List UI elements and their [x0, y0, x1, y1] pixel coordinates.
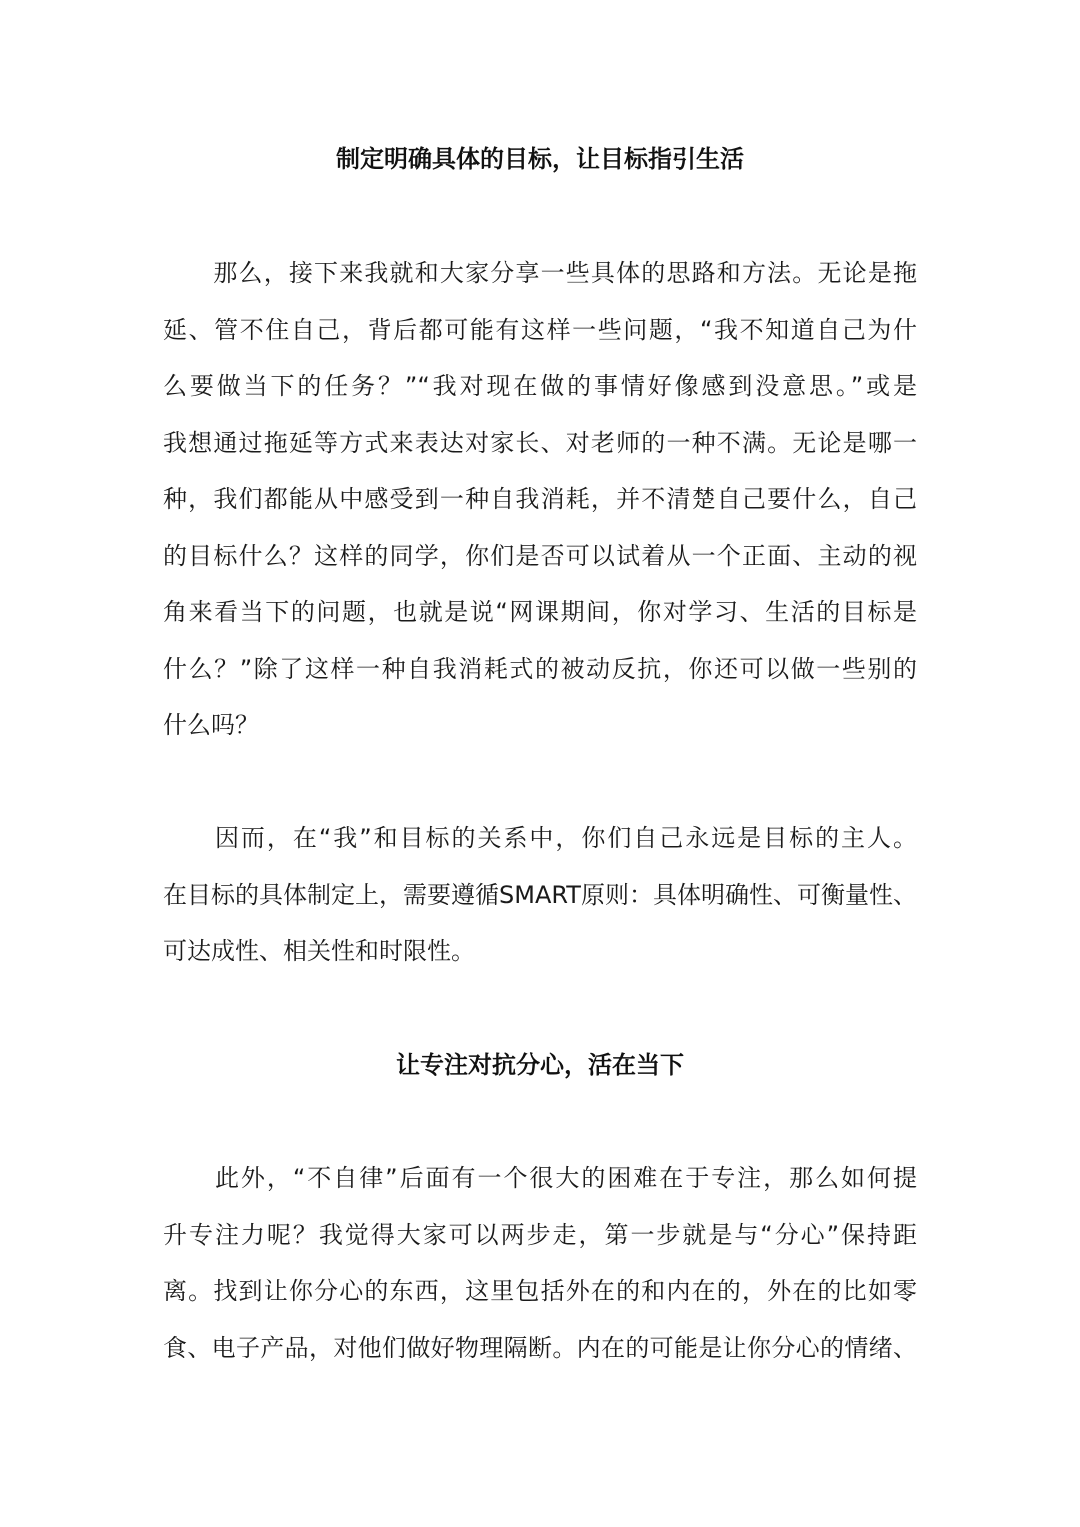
- paragraph: [163, 1150, 917, 1376]
- section-heading: 让专注对抗分心，活在当下: [396, 1051, 684, 1079]
- paragraph-line: 在目标的具体制定上，需要遵循SMART原则：具体明确性、可衡量性、: [163, 880, 917, 909]
- paragraph-line: 食、电子产品，对他们做好物理隔断。内在的可能是让你分心的情绪、: [163, 1333, 917, 1362]
- paragraph-line: 那么，接下来我就和大家分享一些具体的思路和方法。无论是拖: [163, 259, 917, 287]
- paragraph-line: 种，我们都能从中感受到一种自我消耗，并不清楚自己要什么，自己: [163, 485, 917, 513]
- paragraph-line: 我想通过拖延等方式来表达对家长、对老师的一种不满。无论是哪一: [163, 428, 917, 457]
- paragraph-line: 角来看当下的问题，也就是说“网课期间，你对学习、生活的目标是: [163, 598, 917, 626]
- paragraph-line: 可达成性、相关性和时限性。: [163, 937, 475, 965]
- section-heading: 制定明确具体的目标，让目标指引生活: [336, 145, 744, 173]
- paragraph-line: 此外，“不自律”后面有一个很大的困难在于专注，那么如何提: [163, 1164, 917, 1192]
- paragraph-line: 的目标什么？这样的同学，你们是否可以试着从一个正面、主动的视: [163, 541, 917, 570]
- paragraph: [163, 810, 917, 980]
- paragraph: [163, 245, 917, 754]
- paragraph-line: 因而，在“我”和目标的关系中，你们自己永远是目标的主人。: [163, 824, 917, 852]
- paragraph-line: 什么吗？: [163, 711, 259, 739]
- paragraph-line: 升专注力呢？我觉得大家可以两步走，第一步就是与“分心”保持距: [163, 1220, 917, 1249]
- paragraph-line: 么要做当下的任务？”“我对现在做的事情好像感到没意思。”或是: [163, 372, 917, 400]
- paragraph-line: 什么？”除了这样一种自我消耗式的被动反抗，你还可以做一些别的: [163, 654, 917, 683]
- paragraph-line: 延、管不住自己，背后都可能有这样一些问题，“我不知道自己为什: [163, 315, 917, 344]
- paragraph-line: 离。找到让你分心的东西，这里包括外在的和内在的，外在的比如零: [163, 1277, 917, 1305]
